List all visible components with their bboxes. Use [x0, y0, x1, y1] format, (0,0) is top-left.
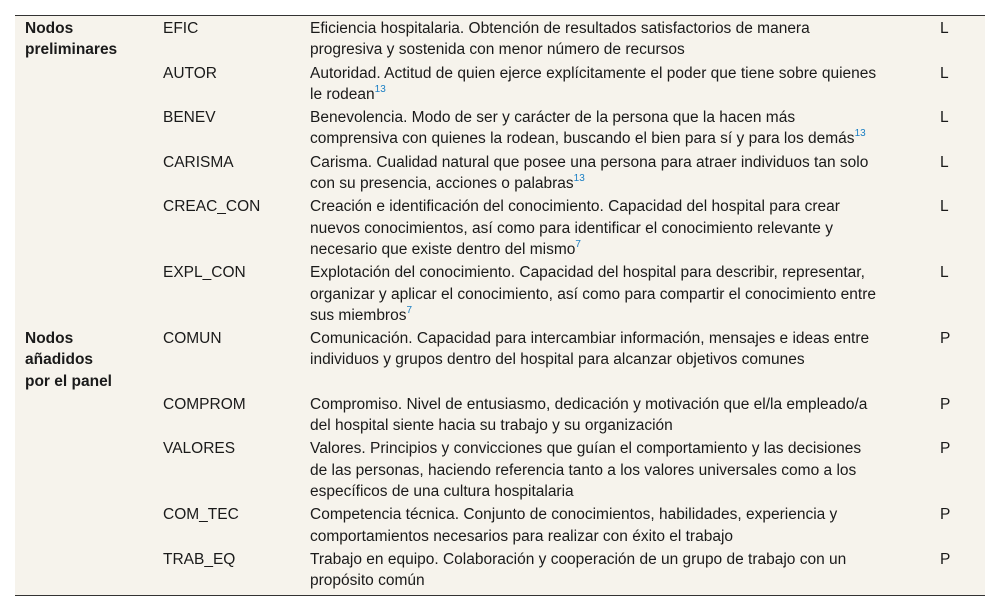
reference-link[interactable]: 13 [573, 172, 585, 184]
node-type: L [940, 109, 949, 127]
description-text: Competencia técnica. Conjunto de conocimientos, habilidades, experiencia y [310, 506, 838, 524]
node-type: L [940, 264, 949, 282]
table-row [15, 327, 985, 393]
node-description [310, 106, 940, 151]
description-text: organizar y aplicar el conocimiento, así como para compartir el conocimiento entre [310, 285, 877, 303]
reference-link[interactable]: 13 [854, 128, 866, 140]
description-line [310, 262, 910, 283]
description-line [310, 152, 910, 173]
group-label-line: añadidos [25, 351, 94, 369]
node-code: EXPL_CON [163, 264, 246, 282]
table-body [15, 16, 985, 595]
group-label [15, 327, 163, 595]
description-line [310, 570, 910, 591]
node-description [310, 548, 940, 596]
description-text: Compromiso. Nivel de entusiasmo, dedicación y motivación que el/la empleado/a [310, 395, 868, 413]
description-line [310, 328, 910, 349]
node-code: TRAB_EQ [163, 550, 236, 568]
description-line [310, 438, 910, 459]
description-line [310, 218, 910, 239]
group-label-line: preliminares [25, 41, 118, 59]
node-description [310, 437, 940, 503]
description-text: Creación e identificación del conocimiento. Capacidad del hospital para crear [310, 198, 840, 216]
nodes-table [15, 15, 985, 596]
description-text: Comunicación. Capacidad para intercambiar información, mensajes e ideas entre [310, 330, 870, 348]
node-type: P [940, 330, 951, 348]
node-code: AUTOR [163, 64, 217, 82]
description-line [310, 39, 910, 60]
node-type: P [940, 440, 951, 458]
description-text: del hospital siente hacia su trabajo y su organización [310, 417, 673, 435]
reference-link[interactable]: 7 [406, 304, 413, 316]
description-text: necesario que existe dentro del mismo [310, 240, 576, 258]
description-text: Benevolencia. Modo de ser y carácter de la persona que la hacen más [310, 109, 796, 127]
description-line [310, 504, 910, 525]
description-text: nuevos conocimientos, así como para identificar el conocimiento relevante y [310, 219, 833, 237]
description-line [310, 549, 910, 570]
description-text: con su presencia, acciones o palabras [310, 175, 574, 193]
node-code: COM_TEC [163, 506, 239, 524]
reference-link[interactable]: 7 [575, 238, 581, 250]
description-text: comportamientos necesarios para realizar con éxito el trabajo [310, 527, 734, 545]
group-label [15, 16, 163, 327]
node-description [310, 393, 940, 438]
description-text: comprensiva con quienes la rodean, buscando el bien para sí y para los demás [310, 130, 855, 148]
node-code: VALORES [163, 440, 236, 458]
node-code: CREAC_CON [163, 198, 261, 216]
description-line [310, 63, 910, 84]
node-description [310, 195, 940, 261]
group-label-line: por el panel [25, 372, 112, 390]
group-label-line: Nodos [25, 20, 74, 37]
description-line [310, 196, 910, 217]
node-description [310, 16, 940, 62]
description-line [310, 526, 910, 547]
node-description [310, 327, 940, 393]
node-type: P [940, 550, 951, 568]
node-description [310, 151, 940, 196]
node-type: L [940, 64, 949, 82]
node-type: P [940, 506, 951, 524]
node-code: CARISMA [163, 153, 234, 171]
description-text: Explotación del conocimiento. Capacidad del hospital para describir, representar, [310, 264, 865, 282]
node-description [310, 503, 940, 548]
description-text: Trabajo en equipo. Colaboración y cooperación de un grupo de trabajo con un [310, 550, 847, 568]
description-text: Eficiencia hospitalaria. Obtención de resultados satisfactorios de manera [310, 20, 810, 37]
node-code: COMUN [163, 330, 222, 348]
description-line [310, 107, 910, 128]
description-line [310, 18, 910, 39]
node-description [310, 261, 940, 327]
node-type: L [940, 153, 949, 171]
node-type: L [940, 198, 949, 216]
description-line [310, 173, 910, 194]
description-line [310, 394, 910, 415]
node-code: COMPROM [163, 395, 246, 413]
description-line [310, 305, 910, 326]
node-type: L [940, 20, 949, 37]
description-line [310, 481, 910, 502]
description-text: Autoridad. Actitud de quien ejerce explícitamente el poder que tiene sobre quienes [310, 64, 877, 82]
node-type: P [940, 395, 951, 413]
description-line [310, 349, 910, 370]
description-line [310, 415, 910, 436]
description-line [310, 284, 910, 305]
description-line [310, 239, 910, 260]
description-text: Valores. Principios y convicciones que guían el comportamiento y las decisiones [310, 440, 862, 458]
description-text: propósito común [310, 572, 425, 590]
group-label-line: Nodos [25, 330, 74, 348]
description-line [310, 128, 910, 149]
description-text: progresiva y sostenida con menor número de recursos [310, 41, 685, 59]
description-text: sus miembros [310, 306, 407, 324]
description-text: específicos de una cultura hospitalaria [310, 482, 574, 500]
node-description [310, 62, 940, 107]
table-row [15, 16, 985, 62]
reference-link[interactable]: 13 [374, 83, 386, 95]
description-text: de las personas, haciendo referencia tanto a los valores universales como a los [310, 461, 857, 479]
description-text: individuos y grupos dentro del hospital para alcanzar objetivos comunes [310, 351, 805, 369]
description-text: le rodean [310, 85, 375, 103]
description-line [310, 460, 910, 481]
node-code: EFIC [163, 20, 199, 37]
description-text: Carisma. Cualidad natural que posee una persona para atraer individuos tan solo [310, 153, 869, 171]
description-line [310, 84, 910, 105]
node-code: BENEV [163, 109, 216, 127]
